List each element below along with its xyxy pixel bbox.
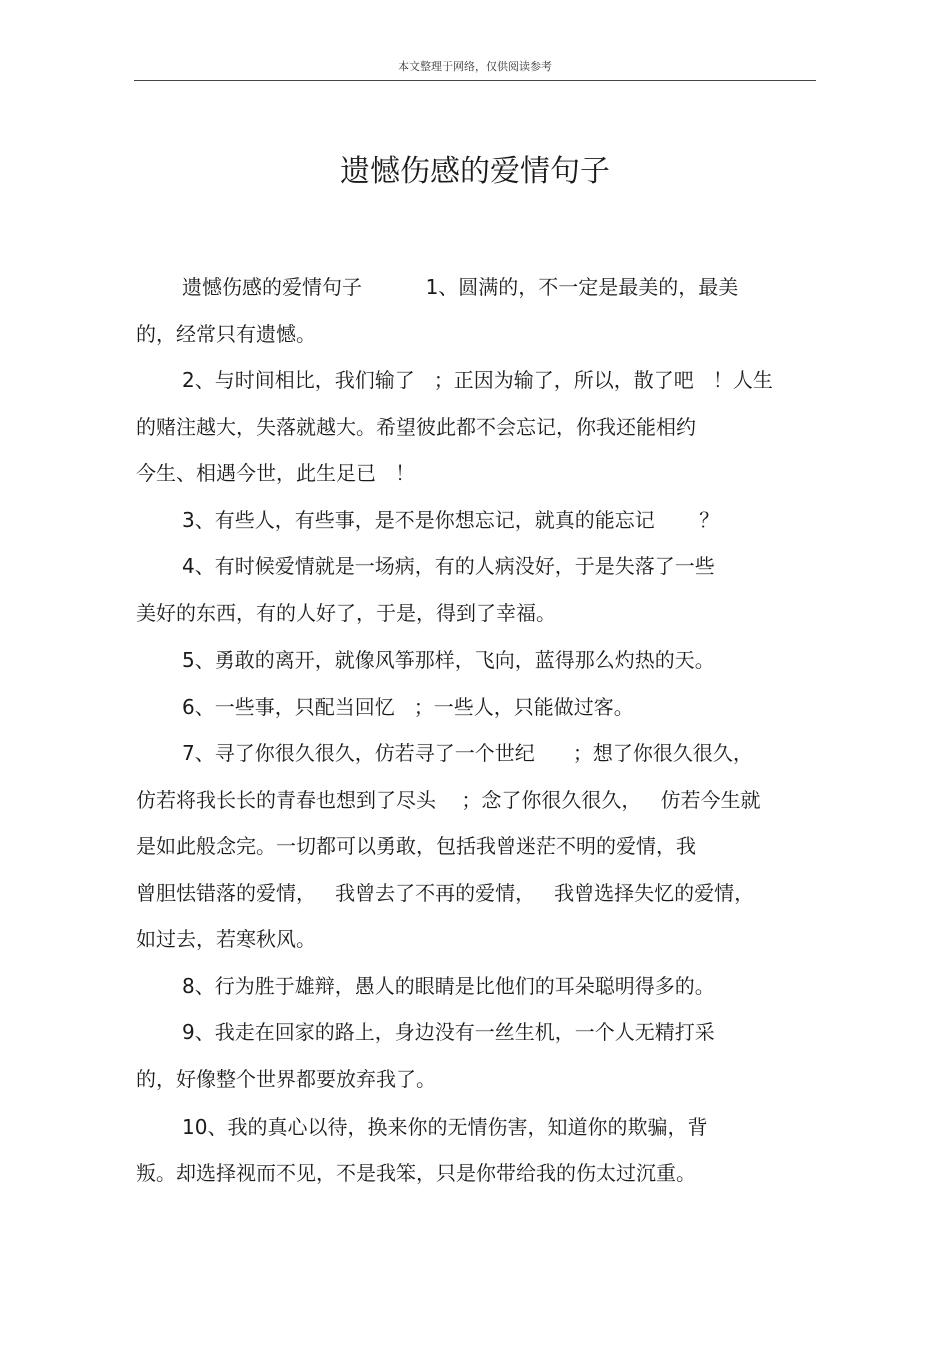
header-note: 本文整理于网络，仅供阅读参考 (398, 60, 552, 73)
text-line: 曾胆怯错落的爱情， 我曾去了不再的爱情， 我曾选择失忆的爱情， (136, 881, 755, 905)
text-line: 3、有些人，有些事，是不是你想忘记，就真的能忘记 ？ (182, 508, 720, 532)
text-line: 如过去，若寒秋风。 (136, 927, 316, 951)
text-line: 6、一些事，只配当回忆 ；一些人，只能做过客。 (182, 695, 634, 719)
text-line: 是如此般念完。一切都可以勇敢，包括我曾迷茫不明的爱情，我 (136, 834, 696, 858)
text-line: 仿若将我长长的青春也想到了尽头 ；念了你很久很久， 仿若今生就 (136, 788, 761, 812)
text-line: 今生、相遇今世，此生足已 ！ (136, 461, 416, 485)
text-line: 遗憾伤感的爱情句子 1、圆满的，不一定是最美的，最美 (182, 275, 739, 299)
text-line: 的赌注越大，失落就越大。希望彼此都不会忘记，你我还能相约 (136, 415, 696, 439)
text-line: 4、有时候爱情就是一场病，有的人病没好，于是失落了一些 (182, 554, 715, 578)
text-line: 美好的东西，有的人好了，于是，得到了幸福。 (136, 601, 556, 625)
text-line: 的，经常只有遗憾。 (136, 322, 316, 346)
text-line: 叛。却选择视而不见，不是我笨，只是你带给我的伤太过沉重。 (136, 1161, 696, 1185)
text-line: 2、与时间相比，我们输了 ；正因为输了，所以，散了吧 ！人生 (182, 368, 773, 392)
text-line: 8、行为胜于雄辩，愚人的眼睛是比他们的耳朵聪明得多的。 (182, 974, 715, 998)
text-line: 7、寻了你很久很久，仿若寻了一个世纪 ；想了你很久很久， (182, 741, 753, 765)
text-line: 10、我的真心以待，换来你的无情伤害，知道你的欺骗，背 (182, 1115, 708, 1139)
document-title: 遗憾伤感的爱情句子 (340, 154, 610, 189)
text-line: 5、勇敢的离开，就像风筝那样，飞向，蓝得那么灼热的天。 (182, 648, 715, 672)
text-line: 的，好像整个世界都要放弃我了。 (136, 1067, 436, 1091)
text-line: 9、我走在回家的路上，身边没有一丝生机，一个人无精打采 (182, 1020, 715, 1044)
header-divider (134, 80, 816, 81)
